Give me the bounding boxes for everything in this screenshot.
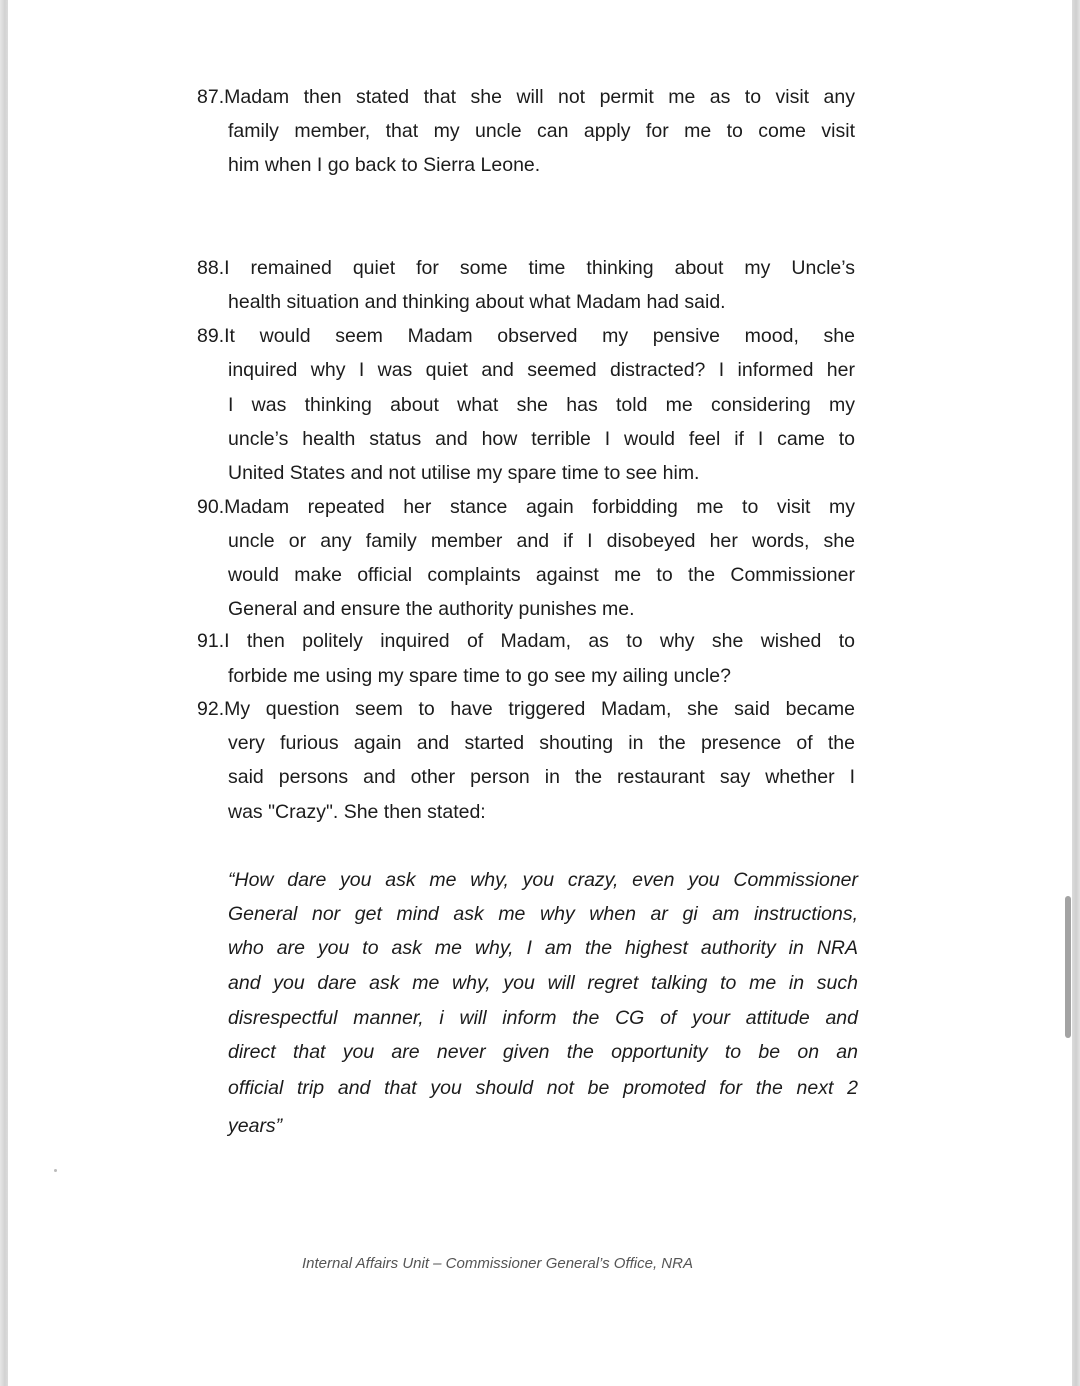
paragraph-line: said persons and other person in the restaurant say whether I [228,766,855,788]
page-edge-left [0,0,8,1386]
paragraph-number: 89. [197,325,225,347]
page-footer: Internal Affairs Unit – Commissioner General’s Office, NRA [302,1255,693,1272]
quote-line: years” [228,1115,283,1137]
paragraph-number: 87. [197,86,225,108]
quote-line: official trip and that you should not be promoted for the next 2 [228,1077,858,1099]
paragraph-text: I remained quiet for some time thinking about my Uncle’s [224,257,855,279]
paragraph-line: very furious again and started shouting in the presence of the [228,732,855,754]
quote-line: disrespectful manner, i will inform the CG of your attitude and [228,1007,858,1029]
paragraph-text: Madam then stated that she will not permit me as to visit any [224,86,855,108]
paragraph-text: My question seem to have triggered Madam, she said became [224,698,855,720]
paragraph-number: 90. [197,496,225,518]
paragraph-line: him when I go back to Sierra Leone. [228,154,541,176]
paragraph-line: General and ensure the authority punishes me. [228,598,635,620]
scan-speck [54,1169,57,1172]
paragraph-line: United States and not utilise my spare time to see him. [228,462,700,484]
paragraph-line [197,697,855,721]
paragraph-line: forbide me using my spare time to go see my ailing uncle? [228,665,731,687]
paragraph-line: family member, that my uncle can apply for me to come visit [228,120,855,142]
quote-line: “How dare you ask me why, you crazy, even you Commissioner [228,869,858,891]
paragraph-line [197,85,855,109]
paragraph-line: health situation and thinking about what Madam had said. [228,291,726,313]
page-edge-right [1072,0,1080,1386]
paragraph-line [197,324,855,348]
paragraph-text: I then politely inquired of Madam, as to why she wished to [224,630,855,652]
paragraph-number: 88. [197,257,225,279]
paragraph-line: I was thinking about what she has told me considering my [228,394,855,416]
paragraph-line: uncle or any family member and if I disobeyed her words, she [228,530,855,552]
paragraph-number: 92. [197,698,225,720]
quote-line: direct that you are never given the opportunity to be on an [228,1041,858,1063]
quote-line: General nor get mind ask me why when ar gi am instructions, [228,903,858,925]
paragraph-text: It would seem Madam observed my pensive mood, she [224,325,855,347]
paragraph-number: 91. [197,630,225,652]
quote-line: who are you to ask me why, I am the highest authority in NRA [228,937,858,959]
paragraph-line: uncle’s health status and how terrible I would feel if I came to [228,428,855,450]
paragraph-line: inquired why I was quiet and seemed distracted? I informed her [228,359,855,381]
scrollbar-thumb[interactable] [1065,896,1071,1038]
quote-line: and you dare ask me why, you will regret talking to me in such [228,972,858,994]
paragraph-line: was "Crazy". She then stated: [228,801,486,823]
paragraph-line [197,629,855,653]
paragraph-line [197,256,855,280]
paragraph-text: Madam repeated her stance again forbidding me to visit my [224,496,855,518]
paragraph-line: would make official complaints against me to the Commissioner [228,564,855,586]
paragraph-line [197,495,855,519]
